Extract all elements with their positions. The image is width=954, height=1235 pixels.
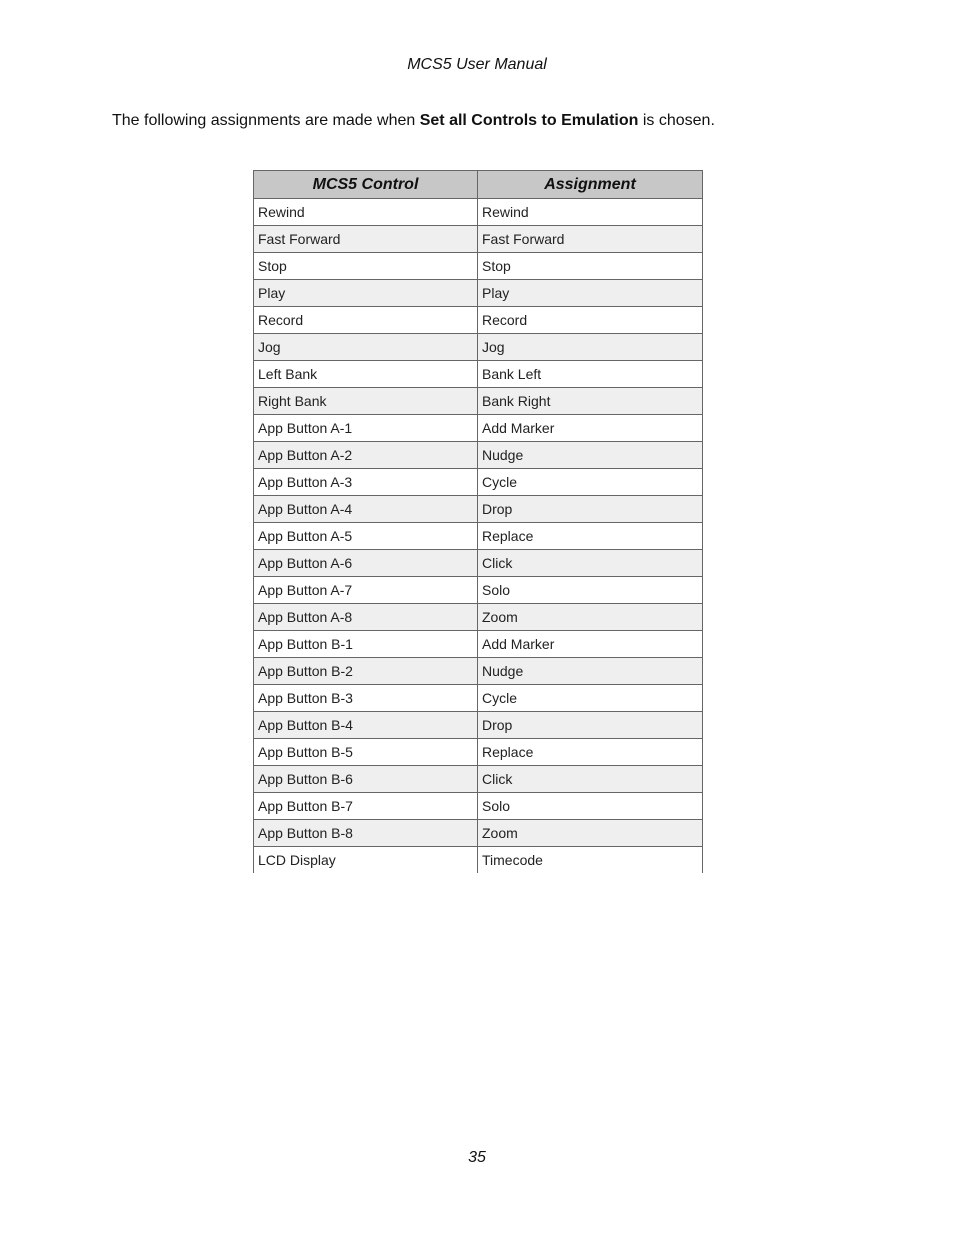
assignment-cell: Add Marker (478, 415, 703, 442)
table-row (254, 442, 703, 469)
assignment-cell: Bank Left (478, 361, 703, 388)
table-row (254, 226, 703, 253)
control-cell: Fast Forward (254, 226, 478, 253)
table-row (254, 496, 703, 523)
assignment-cell: Zoom (478, 604, 703, 631)
control-cell: Jog (254, 334, 478, 361)
control-cell: App Button A-1 (254, 415, 478, 442)
control-cell: Left Bank (254, 361, 478, 388)
assignment-cell: Replace (478, 523, 703, 550)
control-cell: Play (254, 280, 478, 307)
intro-paragraph (112, 112, 715, 130)
control-cell: App Button A-5 (254, 523, 478, 550)
control-cell: App Button A-4 (254, 496, 478, 523)
control-cell: LCD Display (254, 847, 478, 874)
assignment-cell: Jog (478, 334, 703, 361)
assignment-cell: Nudge (478, 658, 703, 685)
table-row (254, 280, 703, 307)
table-row (254, 469, 703, 496)
intro-text-after: is chosen. (638, 112, 715, 129)
table-body (254, 199, 703, 874)
table-row (254, 577, 703, 604)
table-row (254, 253, 703, 280)
page-header-title: MCS5 User Manual (407, 56, 547, 73)
table-row (254, 415, 703, 442)
control-cell: App Button B-1 (254, 631, 478, 658)
table-row (254, 388, 703, 415)
assignment-cell: Fast Forward (478, 226, 703, 253)
assignment-cell: Rewind (478, 199, 703, 226)
intro-text-before: The following assignments are made when (112, 112, 420, 129)
control-cell: App Button B-8 (254, 820, 478, 847)
assignment-cell: Play (478, 280, 703, 307)
page-number: 35 (468, 1149, 486, 1166)
assignment-cell: Click (478, 766, 703, 793)
control-cell: App Button A-8 (254, 604, 478, 631)
control-assignment-table (253, 170, 703, 873)
column-header-assignment: Assignment (478, 171, 703, 199)
control-cell: App Button A-6 (254, 550, 478, 577)
control-cell: App Button A-2 (254, 442, 478, 469)
column-header-control: MCS5 Control (254, 171, 478, 199)
table-row (254, 604, 703, 631)
table-row (254, 685, 703, 712)
assignment-cell: Drop (478, 496, 703, 523)
table-row (254, 793, 703, 820)
assignment-cell: Cycle (478, 685, 703, 712)
assignment-cell: Timecode (478, 847, 703, 874)
assignment-cell: Replace (478, 739, 703, 766)
table-row (254, 334, 703, 361)
table-row (254, 523, 703, 550)
assignment-cell: Cycle (478, 469, 703, 496)
table-row (254, 199, 703, 226)
control-cell: App Button B-3 (254, 685, 478, 712)
control-cell: App Button B-7 (254, 793, 478, 820)
table-row (254, 766, 703, 793)
control-cell: App Button B-5 (254, 739, 478, 766)
table-row (254, 361, 703, 388)
assignment-cell: Solo (478, 793, 703, 820)
table-header-row (254, 171, 703, 199)
assignment-cell: Bank Right (478, 388, 703, 415)
table-row (254, 550, 703, 577)
control-cell: App Button B-4 (254, 712, 478, 739)
table-row (254, 820, 703, 847)
control-cell: App Button B-2 (254, 658, 478, 685)
control-cell: App Button A-3 (254, 469, 478, 496)
assignment-cell: Solo (478, 577, 703, 604)
table-row (254, 307, 703, 334)
control-cell: App Button B-6 (254, 766, 478, 793)
table-row (254, 712, 703, 739)
assignment-cell: Record (478, 307, 703, 334)
assignment-cell: Click (478, 550, 703, 577)
control-cell: Record (254, 307, 478, 334)
control-cell: Rewind (254, 199, 478, 226)
table-row (254, 847, 703, 874)
assignment-cell: Add Marker (478, 631, 703, 658)
intro-option-name: Set all Controls to Emulation (419, 112, 639, 129)
control-cell: Stop (254, 253, 478, 280)
table-row (254, 658, 703, 685)
table-row (254, 739, 703, 766)
assignment-cell: Nudge (478, 442, 703, 469)
control-cell: App Button A-7 (254, 577, 478, 604)
assignment-cell: Zoom (478, 820, 703, 847)
control-cell: Right Bank (254, 388, 478, 415)
assignment-cell: Stop (478, 253, 703, 280)
table-row (254, 631, 703, 658)
assignment-cell: Drop (478, 712, 703, 739)
